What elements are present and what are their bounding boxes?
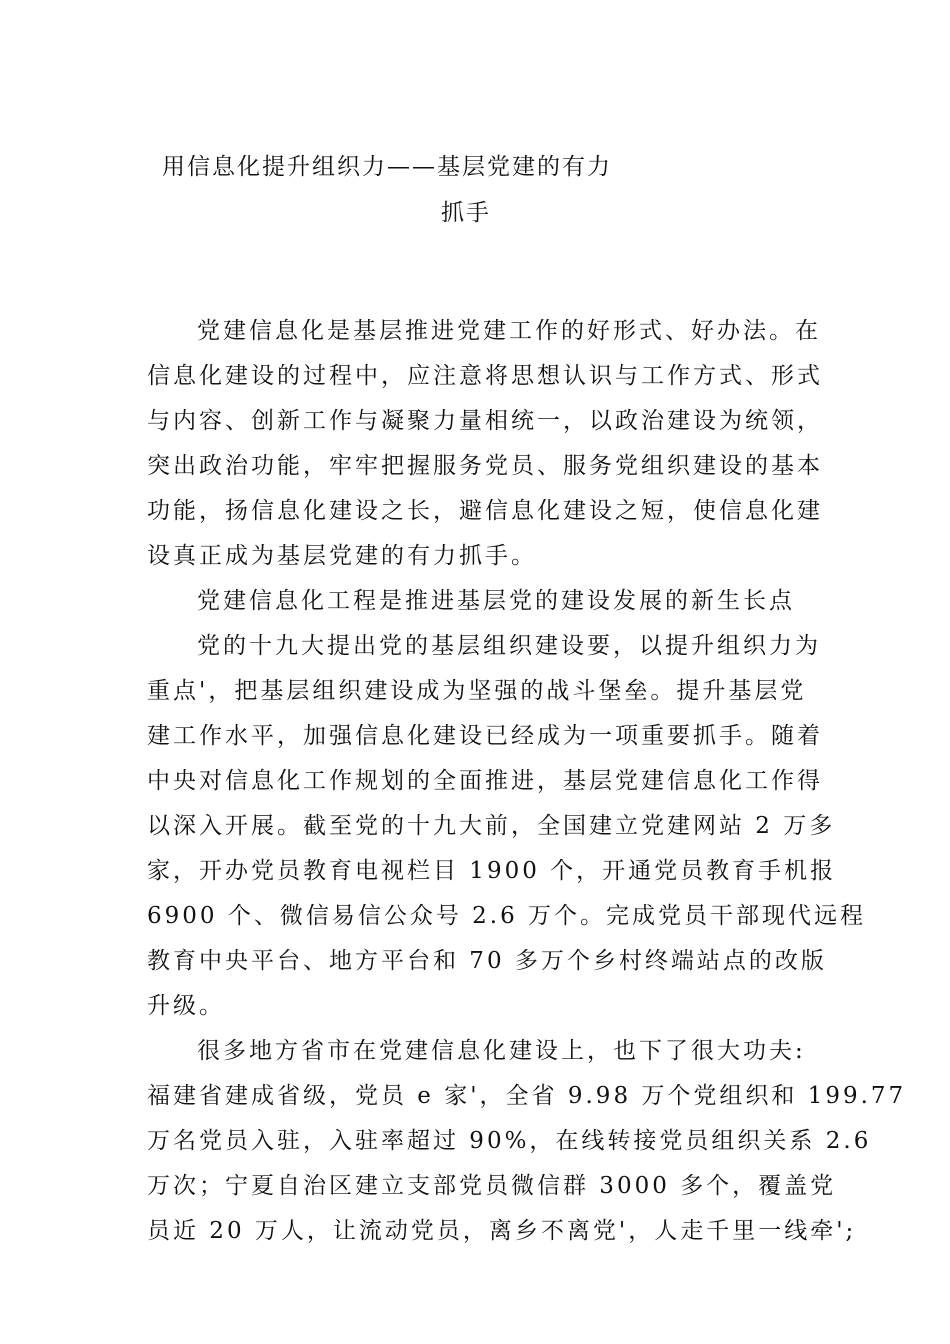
paragraph-line: 教育中央平台、地方平台和 70 多万个乡村终端站点的改版 [147,948,827,974]
paragraph-line: 设真正成为基层党建的有力抓手。 [147,543,537,569]
paragraph-line: 升级。 [147,993,225,1019]
paragraph-line: 万次；宁夏自治区建立支部党员微信群 3000 多个，覆盖党 [147,1173,837,1199]
paragraph-line: 功能，扬信息化建设之长，避信息化建设之短，使信息化建 [147,498,823,524]
paragraph-line: 重点'，把基层组织建设成为坚强的战斗堡垒。提升基层党 [147,678,807,704]
paragraph-line: 福建省建成省级，党员 e 家'，全省 9.98 万个党组织和 199.77 [147,1083,907,1109]
paragraph-line: 6900 个、微信易信公众号 2.6 万个。完成党员干部现代远程 [147,903,867,929]
paragraph-line: 党的十九大提出党的基层组织建设要，以提升组织力为 [197,633,821,659]
paragraph-line: 以深入开展。截至党的十九大前，全国建立党建网站 2 万多 [147,813,836,839]
document-title-line-2: 抓手 [441,200,491,226]
paragraph-line: 中央对信息化工作规划的全面推进，基层党建信息化工作得 [147,768,823,794]
paragraph-line: 万名党员入驻，入驻率超过 90%，在线转接党员组织关系 2.6 [147,1128,872,1154]
document-title-line-1: 用信息化提升组织力——基层党建的有力 [162,154,612,180]
section-heading: 党建信息化工程是推进基层党的建设发展的新生长点 [197,588,795,614]
paragraph-line: 信息化建设的过程中，应注意将思想认识与工作方式、形式 [147,363,823,389]
paragraph-line: 与内容、创新工作与凝聚力量相统一，以政治建设为统领， [147,408,823,434]
paragraph-line: 员近 20 万人，让流动党员，离乡不离党'，人走千里一线牵'; [147,1218,857,1244]
paragraph-line: 建工作水平，加强信息化建设已经成为一项重要抓手。随着 [147,723,823,749]
paragraph-line: 很多地方省市在党建信息化建设上，也下了很大功夫: [197,1038,806,1064]
paragraph-line: 党建信息化是基层推进党建工作的好形式、好办法。在 [197,318,821,344]
paragraph-line: 突出政治功能，牢牢把握服务党员、服务党组织建设的基本 [147,453,823,479]
paragraph-line: 家，开办党员教育电视栏目 1900 个，开通党员教育手机报 [147,858,837,884]
